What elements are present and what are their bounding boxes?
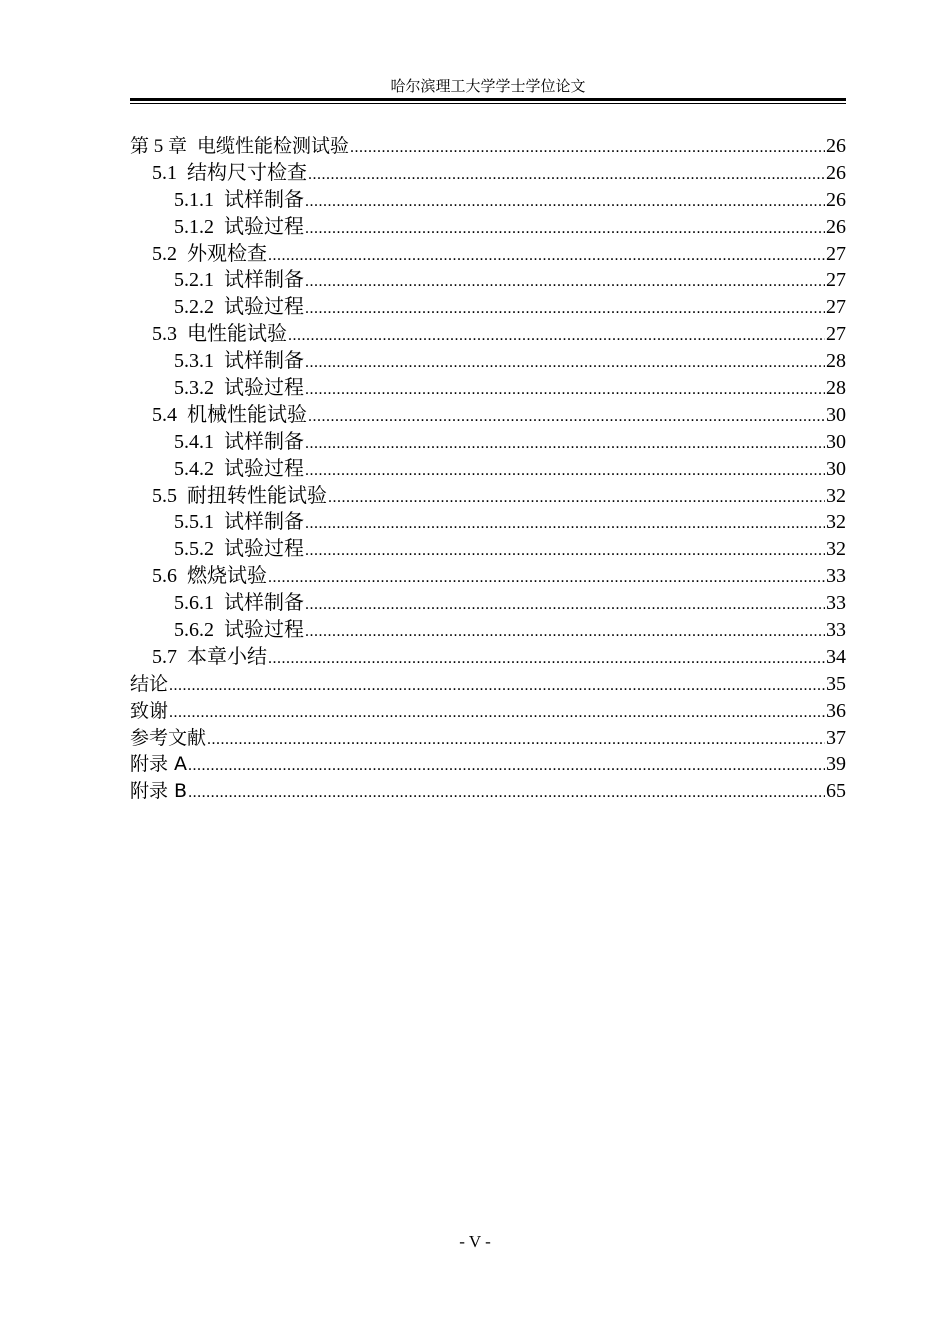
header-rule-thick [130,98,846,101]
toc-leader-dots [328,485,825,512]
toc-entry[interactable] [130,375,846,402]
toc-leader-dots [305,458,825,485]
toc-page-number: 30 [826,403,846,426]
toc-page-number: 32 [826,484,846,507]
toc-entry-text: 试验过程 [224,296,304,319]
toc-entry-number: 5.4 [152,403,177,426]
toc-entry-number: 第 5 章 [130,136,188,157]
toc-entry-text: 试验过程 [224,538,304,561]
toc-page-number: 28 [826,350,846,373]
toc-leader-dots [305,189,825,216]
toc-entry-number: 5.2 [152,242,177,265]
toc-entry-number: 5.4.2 [174,457,214,480]
toc-leader-dots [350,135,825,162]
toc-entry-title [152,402,307,429]
toc-entry-number: 5.5 [152,484,177,507]
toc-leader-dots [305,377,825,404]
toc-leader-dots [308,162,825,189]
toc-entry-text: 试样制备 [224,350,304,373]
toc-entry-text: 致谢 [130,699,169,722]
running-header: 哈尔滨理工大学学士学位论文 [390,79,586,95]
toc-entry[interactable] [130,402,846,429]
toc-entry-number: 5.7 [152,645,177,668]
toc-page-number: 28 [826,377,846,400]
toc-entry-text: 试验过程 [224,377,304,400]
toc-entry-text: 外观检查 [187,242,267,265]
toc-page-number: 33 [826,565,846,588]
toc-entry-title [174,375,304,402]
toc-entry-text: 燃烧试验 [187,565,267,588]
page-number: - V - [459,1232,491,1251]
toc-leader-dots [305,619,825,646]
toc-entry[interactable] [130,644,846,671]
toc-page-number: 34 [826,645,846,668]
toc-entry-number: 5.2.1 [174,269,214,292]
toc-entry-number: 5.1.2 [174,215,214,238]
toc-entry-number: 5.5.2 [174,538,214,561]
toc-entry[interactable] [130,214,846,241]
toc-entry-title [152,644,267,671]
toc-entry[interactable] [130,671,846,698]
toc-entry[interactable] [130,267,846,294]
toc-page-number: 26 [826,135,846,157]
table-of-contents [130,133,846,805]
toc-leader-dots [305,511,825,538]
toc-entry-number: 5.1.1 [174,188,214,211]
toc-entry[interactable] [130,133,846,160]
toc-entry-text: 电性能试验 [187,323,287,346]
toc-page-number: 26 [826,161,846,184]
toc-leader-dots [305,296,825,323]
toc-page-number: 36 [826,699,846,722]
toc-entry-title [152,241,267,268]
toc-entry-title [174,456,304,483]
toc-entry-title [174,294,304,321]
toc-entry[interactable] [130,725,846,752]
toc-leader-dots [207,727,825,754]
toc-leader-dots [305,269,825,296]
toc-entry-number: 5.4.1 [174,430,214,453]
toc-entry[interactable] [130,509,846,536]
toc-entry-text: 试验过程 [224,215,304,238]
header-rule-thin [130,103,846,104]
toc-leader-dots [169,700,825,727]
toc-entry-number: 5.2.2 [174,296,214,319]
toc-entry-title [130,778,187,805]
toc-entry[interactable] [130,241,846,268]
toc-entry-number: 5.6.1 [174,592,214,615]
toc-page-number: 26 [826,215,846,238]
toc-entry-number: 5.3 [152,323,177,346]
toc-entry-number: 5.3.1 [174,350,214,373]
toc-leader-dots [169,673,825,700]
toc-entry[interactable] [130,294,846,321]
toc-entry-title [152,321,287,348]
toc-entry[interactable] [130,563,846,590]
toc-entry-title [174,617,304,644]
toc-entry[interactable] [130,698,846,725]
toc-entry-title [130,725,206,752]
toc-leader-dots [305,592,825,619]
toc-entry[interactable] [130,751,846,778]
toc-page-number: 27 [826,323,846,346]
toc-entry-text: 附录 A [130,753,188,776]
toc-entry-title [174,187,304,214]
toc-entry-text: 结论 [130,672,169,695]
toc-leader-dots [308,404,825,431]
toc-entry-number: 5.1 [152,161,177,184]
toc-leader-dots [268,243,825,270]
toc-entry-number: 5.5.1 [174,511,214,534]
toc-entry-text: 耐扭转性能试验 [187,484,327,507]
toc-leader-dots [305,431,825,458]
toc-entry[interactable] [130,483,846,510]
toc-page-number: 37 [826,726,846,749]
toc-entry[interactable] [130,429,846,456]
toc-page-number: 32 [826,538,846,561]
toc-page-number: 26 [826,188,846,211]
toc-entry-title [174,214,304,241]
toc-entry-title [174,429,304,456]
toc-page-number: 27 [826,242,846,265]
toc-entry[interactable] [130,617,846,644]
toc-page-number: 30 [826,457,846,480]
toc-entry[interactable] [130,160,846,187]
toc-page-number: 65 [826,780,846,803]
toc-leader-dots [188,753,825,780]
toc-entry-title [174,267,304,294]
toc-entry-text: 机械性能试验 [187,403,307,426]
toc-leader-dots [305,538,825,565]
toc-entry-text: 结构尺寸检查 [187,161,307,184]
toc-entry-title [130,133,349,161]
toc-leader-dots [288,323,825,350]
toc-entry[interactable] [130,536,846,563]
toc-leader-dots [268,565,825,592]
toc-entry[interactable] [130,456,846,483]
toc-entry-title [174,536,304,563]
toc-entry-text: 试样制备 [224,430,304,453]
toc-entry-text: 试样制备 [224,592,304,615]
toc-page-number: 39 [826,753,846,776]
toc-page-number: 27 [826,296,846,319]
toc-entry-title [152,563,267,590]
toc-entry-title [130,671,168,698]
toc-entry-title [174,348,304,375]
toc-entry-text: 试样制备 [224,188,304,211]
toc-entry-title [130,698,168,725]
toc-entry-title [152,160,307,187]
toc-entry-number: 5.6.2 [174,619,214,642]
toc-entry-text: 试验过程 [224,619,304,642]
toc-page-number: 27 [826,269,846,292]
toc-entry-title [130,751,187,778]
toc-entry[interactable] [130,187,846,214]
toc-page-number: 33 [826,592,846,615]
toc-entry[interactable] [130,590,846,617]
toc-page-number: 35 [826,672,846,695]
toc-leader-dots [268,646,825,673]
toc-entry-text: 附录 B [130,780,188,803]
toc-page-number: 32 [826,511,846,534]
toc-entry[interactable] [130,778,846,805]
toc-entry-number: 5.6 [152,565,177,588]
toc-entry-text: 电缆性能检测试验 [197,135,350,157]
toc-entry-number: 5.3.2 [174,377,214,400]
toc-page-number: 33 [826,619,846,642]
toc-leader-dots [188,780,825,807]
toc-entry-text: 试样制备 [224,269,304,292]
toc-entry-title [152,483,327,510]
toc-entry-text: 本章小结 [187,645,267,668]
toc-leader-dots [305,350,825,377]
toc-entry-text: 试样制备 [224,511,304,534]
toc-entry[interactable] [130,321,846,348]
toc-entry-title [174,590,304,617]
toc-entry[interactable] [130,348,846,375]
toc-leader-dots [305,216,825,243]
toc-page-number: 30 [826,430,846,453]
toc-entry-text: 参考文献 [130,726,207,749]
toc-entry-text: 试验过程 [224,457,304,480]
toc-entry-title [174,509,304,536]
